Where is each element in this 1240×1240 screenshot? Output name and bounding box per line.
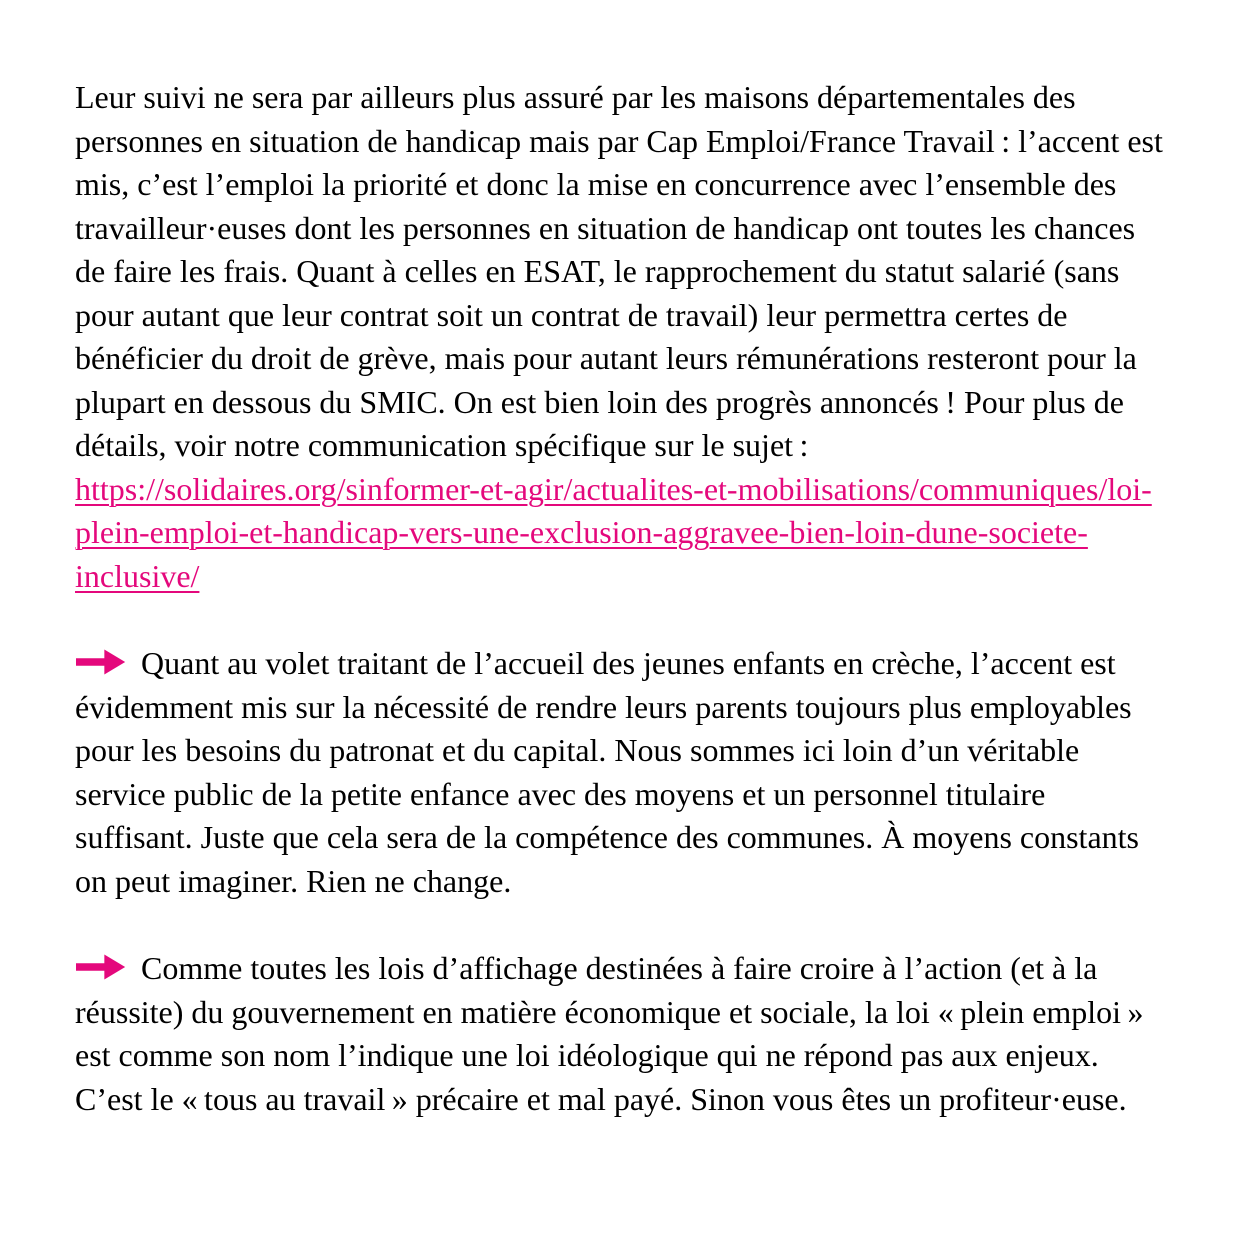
paragraph-loi-affichage-text: Comme toutes les lois d’affichage destinées à faire croire à l’action (et à la réussite) du gouvernement en matière économique et sociale, la loi « plein emploi » est comme son nom l’indique une loi idéologique qui ne répond pas aux enjeux. C’est le « tous au travail » précaire et mal payé. Sinon vous êtes un profiteur·euse.	[75, 950, 1144, 1117]
arrow-right-icon	[75, 952, 127, 982]
paragraph-handicap-suivi-text: Leur suivi ne sera par ailleurs plus assuré par les maisons départementales des personnes en situation de handicap mais par Cap Emploi/France Travail : l’accent est mis, c’est l’emploi la priorité et donc la mise en concurrence avec l’ensemble des travailleur·euses dont les personnes en situation de handicap ont toutes les chances de faire les frais. Quant à celles en ESAT, le rapprochement du statut salarié (sans pour autant que leur contrat soit un contrat de travail) leur permettra certes de bénéficier du droit de grève, mais pour autant leurs rémunérations resteront pour la plupart en dessous du SMIC. On est bien loin des progrès annoncés ! Pour plus de détails, voir notre communication spécifique sur le sujet :	[75, 79, 1163, 464]
paragraph-loi-affichage	[75, 947, 1170, 1121]
paragraph-creche-text: Quant au volet traitant de l’accueil des jeunes enfants en crèche, l’accent est évidemment mis sur la nécessité de rendre leurs parents toujours plus employables pour les besoins du patronat et du capital. Nous sommes ici loin d’un véritable service public de la petite enfance avec des moyens et un personnel titulaire suffisant. Juste que cela sera de la compétence des communes. À moyens constants on peut imaginer. Rien ne change.	[75, 645, 1139, 899]
solidaires-communique-link[interactable]: https://solidaires.org/sinformer-et-agir/actualites-et-mobilisations/communiques/loi-plein-emploi-et-handicap-vers-une-exclusion-aggravee-bien-loin-dune-societe-inclusive/	[75, 470, 1152, 594]
paragraph-creche	[75, 642, 1170, 903]
arrow-right-icon	[75, 647, 127, 677]
paragraph-handicap-suivi	[75, 76, 1170, 598]
